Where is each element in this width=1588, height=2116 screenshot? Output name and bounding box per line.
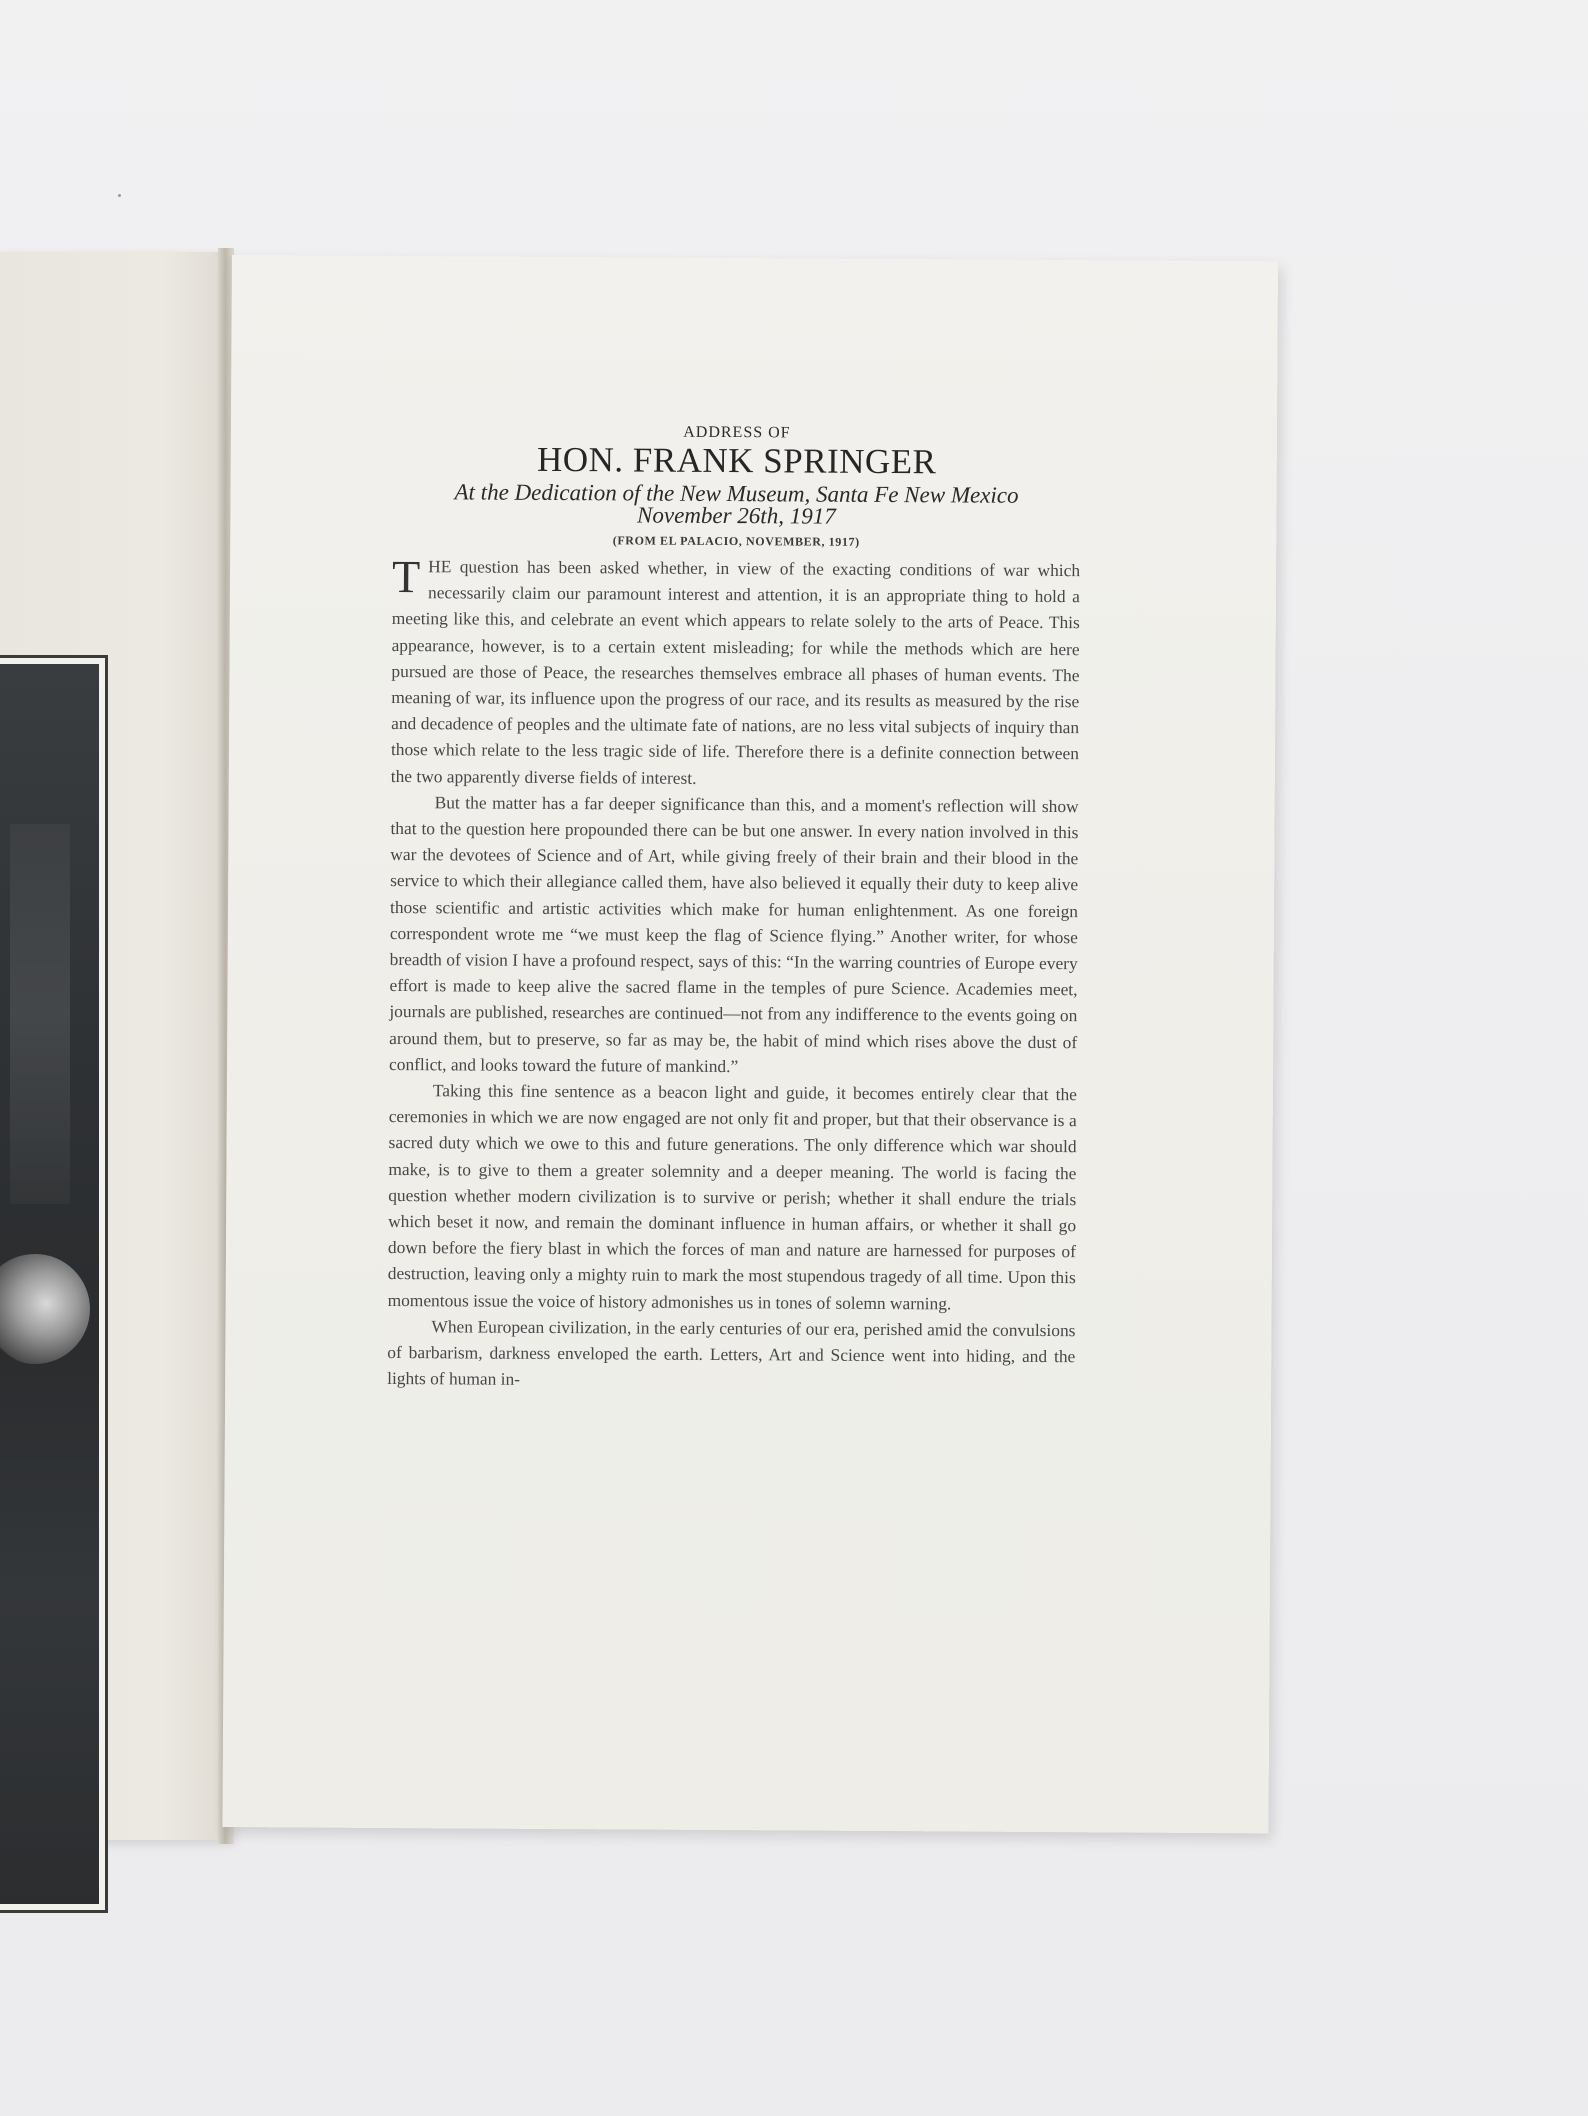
date-line: November 26th, 1917 <box>636 502 836 529</box>
photo-hand-detail <box>0 1254 90 1364</box>
paragraph: Taking this fine sentence as a beacon light and guide, it becomes entirely clear that the ceremonies in which we are now engaged are not only fit and proper, but that their observance is a sacred duty which we owe to this and future generations. The only difference which war should make, is to give to them a greater solemnity and a deeper meaning. The world is facing the question whether modern civilization is to survive or perish; whether it shall endure the trials which beset it now, and remain the dominant influence in human affairs, or whether it shall go down before the fiery blast in which the forces of man and nature are harnessed for purposes of destruction, leaving only a mighty ruin to mark the most stupendous tragedy of all time. Upon this momentous issue the voice of history admonishes us in tones of solemn warning. <box>387 1080 1077 1314</box>
address-of-label: ADDRESS OF <box>683 423 791 442</box>
article <box>387 421 1081 1396</box>
dust-speck <box>118 194 121 197</box>
paragraph: When European civilization, in the early centuries of our era, perished amid the convulsions of barbarism, darkness enveloped the earth. Letters, Art and Science went into hiding, and the lights of human in- <box>387 1316 1076 1390</box>
article-body <box>387 550 1081 1396</box>
drop-cap: T <box>391 550 421 603</box>
speaker-name: HON. FRANK SPRINGER <box>536 439 937 482</box>
occasion-line: At the Dedication of the New Museum, Santa Fe New Mexico <box>454 479 1019 508</box>
paragraph: But the matter has a far deeper significance than this, and a moment's reflection will show that to the question here propounded there can be but one answer. In every nation involved in this war the devotees of Science and of Art, while giving freely of their brain and their blood in the service to which their allegiance called them, have also believed it equally their duty to keep alive those scientific and artistic activities which make for human enlightenment. As one foreign correspondent wrote me “we must keep the flag of Science flying.” Another writer, for whose breadth of vision I have a profound respect, says of this: “In the warring countries of Europe every effort is made to keep alive the sacred flame in the temples of pure Science. Academies meet, journals are published, researches are continued—not from any indifference to the events going on around them, but to preserve, so far as may be, the habit of mind which rises above the dust of conflict, and looks toward the future of mankind.” <box>389 792 1079 1076</box>
portrait-photograph <box>0 664 99 1904</box>
source-citation: (FROM EL PALACIO, NOVEMBER, 1917) <box>612 533 860 549</box>
paragraph <box>390 550 1081 793</box>
paragraph-text: HE question has been asked whether, in view of the exacting conditions of war which necessarily claim our paramount interest and attention, it is an appropriate thing to hold a meeting like this, and celebrate an event which appears to relate solely to the arts of Peace. This appearance, however, is to a certain extent misleading; for while the methods which are here pursued are those of Peace, the researches themselves embrace all phases of human events. The meaning of war, its influence upon the progress of our race, and its results as measured by the rise and decadence of peoples and the ultimate fate of nations, are no less vital subjects of inquiry than those which relate to the less tragic side of life. Therefore there is a definite connection between the two apparently diverse fields of interest. <box>390 556 1081 788</box>
photo-highlight <box>10 824 70 1204</box>
right-page <box>222 255 1278 1833</box>
left-page <box>0 252 232 1840</box>
photo-frame <box>0 655 108 1913</box>
